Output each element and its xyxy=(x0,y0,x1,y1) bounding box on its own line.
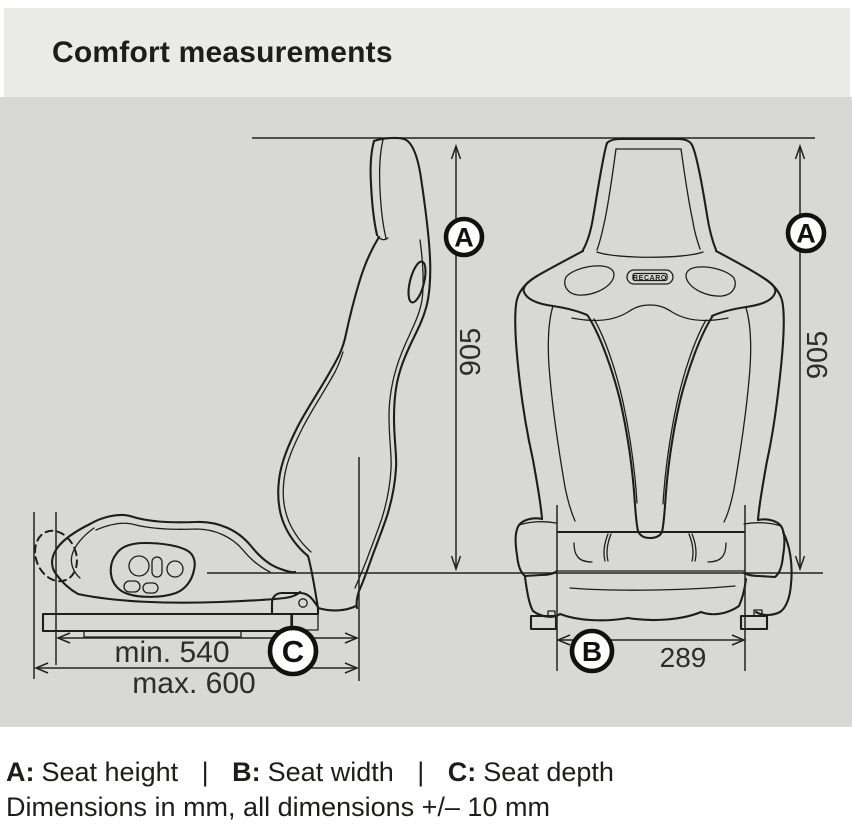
seat-height-value-front: 905 xyxy=(802,330,834,380)
legend-note: Dimensions in mm, all dimensions +/– 10 mm xyxy=(6,792,550,822)
legend-key-c: C: xyxy=(447,757,477,787)
dimension-a-side xyxy=(446,146,487,569)
seat-measurement-diagram xyxy=(0,97,852,727)
badge-label: RECARO xyxy=(633,274,667,282)
recaro-badge xyxy=(627,270,673,284)
legend-separator: | xyxy=(201,757,209,787)
label-c: C xyxy=(281,634,305,669)
dimension-c xyxy=(34,457,359,700)
reference-lines xyxy=(207,138,823,573)
seat-depth-min-value: min. 540 xyxy=(114,636,230,669)
label-a-front: A xyxy=(796,218,816,249)
side-view-seat-drawing xyxy=(28,138,431,637)
title-bar xyxy=(4,8,850,97)
legend-key-a: A: xyxy=(6,757,35,787)
legend-label-b: Seat width xyxy=(267,757,394,787)
legend-separator: | xyxy=(417,757,425,787)
seat-adjust-buttons xyxy=(124,556,183,593)
legend-label-c: Seat depth xyxy=(483,757,614,787)
legend-key-b: B: xyxy=(232,757,261,787)
seat-width-value: 289 xyxy=(659,642,707,673)
legend-label-a: Seat height xyxy=(41,757,179,787)
legend-line xyxy=(6,755,846,790)
page-title: Comfort measurements xyxy=(52,36,393,69)
label-b: B xyxy=(581,636,603,667)
label-a-side: A xyxy=(454,222,474,253)
legend xyxy=(6,755,846,825)
seat-depth-max-value: max. 600 xyxy=(132,667,256,700)
dimension-a-front xyxy=(788,146,834,569)
seat-height-value-side: 905 xyxy=(455,327,487,377)
diagram-canvas xyxy=(0,97,852,727)
